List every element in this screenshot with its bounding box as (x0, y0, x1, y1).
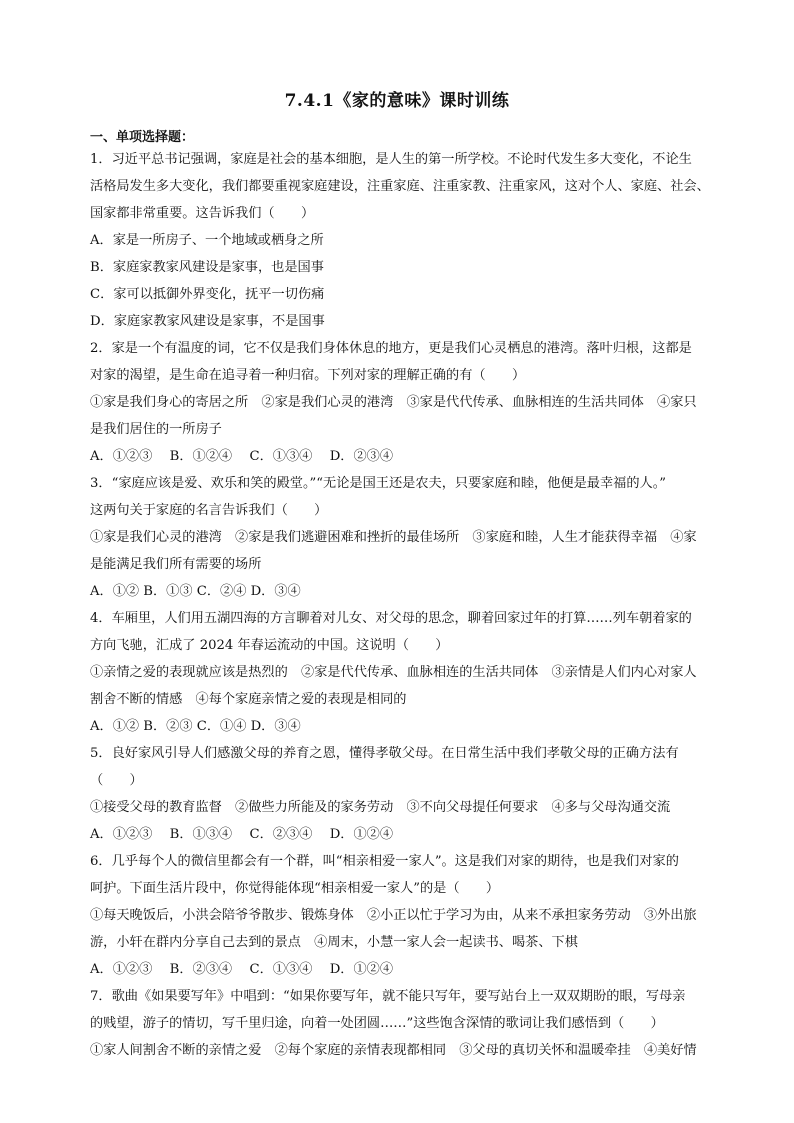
question-2 (90, 335, 735, 470)
question-6 (90, 848, 735, 983)
question-stem-line: 4．车厢里，人们用五湖四海的方言聊着对儿女、对父母的思念，聊着回家过年的打算……列车朝着家的 (90, 611, 692, 626)
answer-option: B．家庭家教家风建设是家事，也是国事 (90, 260, 324, 275)
question-5 (90, 740, 735, 848)
question-7 (90, 983, 735, 1064)
question-stem-line: （ ） (90, 773, 143, 788)
answer-options-row: A．①②③ B．①③④ C．②③④ D．①②④ (90, 827, 394, 842)
statement-line: ①接受父母的教育监督 ②做些力所能及的家务劳动 ③不向父母提任何要求 ④多与父母沟通交流 (90, 800, 671, 815)
answer-options-row: A．①② B．①③ C．②④ D．③④ (90, 584, 301, 599)
question-stem-line: 活格局发生多大变化，我们都要重视家庭建设，注重家庭、注重家教、注重家风，这对个人、家庭、社会、 (90, 179, 710, 194)
question-stem-line: 国家都非常重要。这告诉我们（ ） (90, 206, 315, 221)
question-stem-line: 呵护。下面生活片段中，你觉得能体现“相亲相爱一家人”的是（ ） (90, 881, 500, 896)
statement-line: ①家人间割舍不断的亲情之爱 ②每个家庭的亲情表现都相同 ③父母的真切关怀和温暖牵挂 ④美好情 (90, 1043, 697, 1058)
question-1 (90, 146, 735, 335)
statement-line: ①亲情之爱的表现就应该是热烈的 ②家是代代传承、血脉相连的生活共同体 ③亲情是人们内心对家人 (90, 665, 697, 680)
statement-line: 游，小轩在群内分享自己去到的景点 ④周末，小慧一家人会一起读书、喝茶、下棋 (90, 935, 578, 950)
statement-line: ①每天晚饭后，小洪会陪爷爷散步、锻炼身体 ②小正以忙于学习为由，从来不承担家务劳动 ③外出旅 (90, 908, 697, 923)
statement-line: 割舍不断的情感 ④每个家庭亲情之爱的表现是相同的 (90, 692, 407, 707)
question-stem-line: 3．“家庭应该是爱、欢乐和笑的殿堂。”“无论是国王还是农夫，只要家庭和睦，他便是最幸福的人。” (90, 476, 667, 491)
question-list (90, 146, 735, 1064)
question-stem-line: 5．良好家风引导人们感激父母的养育之恩，懂得孝敬父母。在日常生活中我们孝敬父母的正确方法有 (90, 746, 679, 761)
answer-options-row: A．①②③ B．②③④ C．①③④ D．①②④ (90, 962, 394, 977)
answer-options-row: A．①② B．②③ C．①④ D．③④ (90, 719, 301, 734)
question-stem-line: 6．几乎每个人的微信里都会有一个群，叫“相亲相爱一家人”。这是我们对家的期待，也是我们对家的 (90, 854, 679, 869)
question-stem-line: 这两句关于家庭的名言告诉我们（ ） (90, 503, 328, 518)
question-stem-line: 方向飞驰，汇成了 2024 年春运流动的中国。这说明（ ） (90, 638, 449, 653)
statement-line: ①家是我们心灵的港湾 ②家是我们逃避困难和挫折的最佳场所 ③家庭和睦，人生才能获得幸福 ④家 (90, 530, 697, 545)
answer-option: C．家可以抵御外界变化，抚平一切伤痛 (90, 287, 325, 302)
question-3 (90, 470, 735, 605)
statement-line: 是我们居住的一所房子 (90, 422, 222, 437)
statement-line: ①家是我们身心的寄居之所 ②家是我们心灵的港湾 ③家是代代传承、血脉相连的生活共同体 ④家只 (90, 395, 697, 410)
page-title: 7.4.1《家的意味》课时训练 (284, 91, 510, 111)
answer-options-row: A．①②③ B．①②④ C．①③④ D．②③④ (90, 449, 394, 464)
question-stem-line: 2．家是一个有温度的词，它不仅是我们身体休息的地方，更是我们心灵栖息的港湾。落叶归根，这都是 (90, 341, 692, 356)
question-stem-line: 的贱望，游子的情切，写千里归途，向着一处团圆……”这些饱含深情的歌词让我们感悟到（ ） (90, 1016, 664, 1031)
answer-option: D．家庭家教家风建设是家事，不是国事 (90, 314, 325, 329)
question-4 (90, 605, 735, 740)
question-stem-line: 对家的渴望，是生命在追寻着一种归宿。下列对家的理解正确的有（ ） (90, 368, 526, 383)
section-heading: 一、单项选择题： (90, 130, 195, 145)
statement-line: 是能满足我们所有需要的场所 (90, 557, 262, 572)
answer-option: A．家是一所房子、一个地域或栖身之所 (90, 233, 324, 248)
question-stem-line: 1．习近平总书记强调，家庭是社会的基本细胞，是人生的第一所学校。不论时代发生多大变化，不论生 (90, 152, 692, 167)
question-stem-line: 7．歌曲《如果要写年》中唱到：“如果你要写年，就不能只写年，要写站台上一双双期盼的眼，写母亲 (90, 989, 686, 1004)
